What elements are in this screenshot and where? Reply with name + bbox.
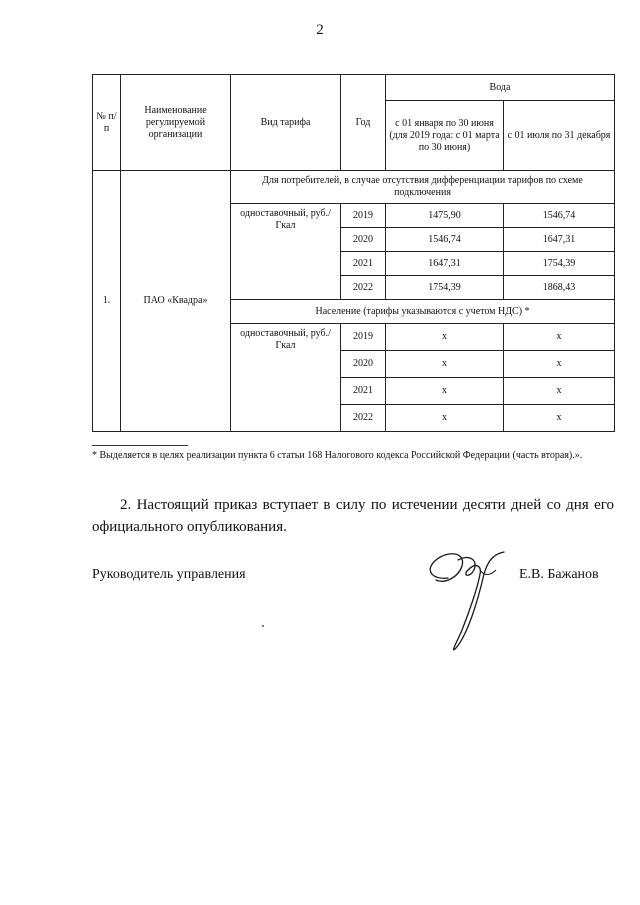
- handwritten-signature: [418, 530, 508, 660]
- tariff-table: [92, 74, 615, 432]
- organization-name: ПАО «Квадра»: [121, 171, 231, 432]
- header-period-2: с 01 июля по 31 декабря: [504, 101, 615, 171]
- header-tariff-type: Вид тарифа: [231, 75, 341, 171]
- year-cell: 2020: [341, 351, 386, 378]
- value-cell: х: [386, 324, 504, 351]
- scan-speck: [262, 625, 264, 627]
- value-cell: 1546,74: [386, 228, 504, 252]
- value-cell: х: [386, 378, 504, 405]
- value-cell: х: [386, 405, 504, 432]
- value-cell: 1754,39: [386, 276, 504, 300]
- value-cell: х: [504, 378, 615, 405]
- header-organization: Наименование регулируемой организации: [121, 75, 231, 171]
- header-period-1: с 01 января по 30 июня (для 2019 года: с 01 марта по 30 июня): [386, 101, 504, 171]
- header-num: № п/п: [93, 75, 121, 171]
- section-1-title-row: [93, 171, 615, 204]
- signer-name: Е.В. Бажанов: [519, 567, 599, 582]
- value-cell: 1868,43: [504, 276, 615, 300]
- year-cell: 2020: [341, 228, 386, 252]
- year-cell: 2021: [341, 252, 386, 276]
- value-cell: 1754,39: [504, 252, 615, 276]
- footnote: * Выделяется в целях реализации пункта 6 статьи 168 Налогового кодекса Российской Федерации (часть вторая).».: [92, 450, 583, 461]
- year-cell: 2019: [341, 204, 386, 228]
- value-cell: 1475,90: [386, 204, 504, 228]
- row-number: 1.: [93, 171, 121, 432]
- year-cell: 2019: [341, 324, 386, 351]
- value-cell: 1546,74: [504, 204, 615, 228]
- header-year: Год: [341, 75, 386, 171]
- year-cell: 2022: [341, 276, 386, 300]
- order-paragraph: 2. Настоящий приказ вступает в силу по истечении десяти дней со дня его официального опубликования.: [92, 497, 614, 535]
- value-cell: х: [504, 405, 615, 432]
- section-2-tariff: одноставочный, руб./Гкал: [231, 324, 341, 432]
- footnote-divider: [92, 445, 188, 446]
- section-1-title: Для потребителей, в случае отсутствия дифференциации тарифов по схеме подключения: [231, 171, 615, 204]
- signer-title: Руководитель управления: [92, 567, 246, 582]
- value-cell: х: [386, 351, 504, 378]
- value-cell: 1647,31: [386, 252, 504, 276]
- page-number: 2: [316, 22, 324, 38]
- value-cell: х: [504, 324, 615, 351]
- year-cell: 2022: [341, 405, 386, 432]
- header-water: Вода: [386, 75, 615, 101]
- year-cell: 2021: [341, 378, 386, 405]
- value-cell: х: [504, 351, 615, 378]
- section-1-tariff: одноставочный, руб./Гкал: [231, 204, 341, 300]
- section-2-title: Население (тарифы указываются с учетом НДС) *: [231, 300, 615, 324]
- value-cell: 1647,31: [504, 228, 615, 252]
